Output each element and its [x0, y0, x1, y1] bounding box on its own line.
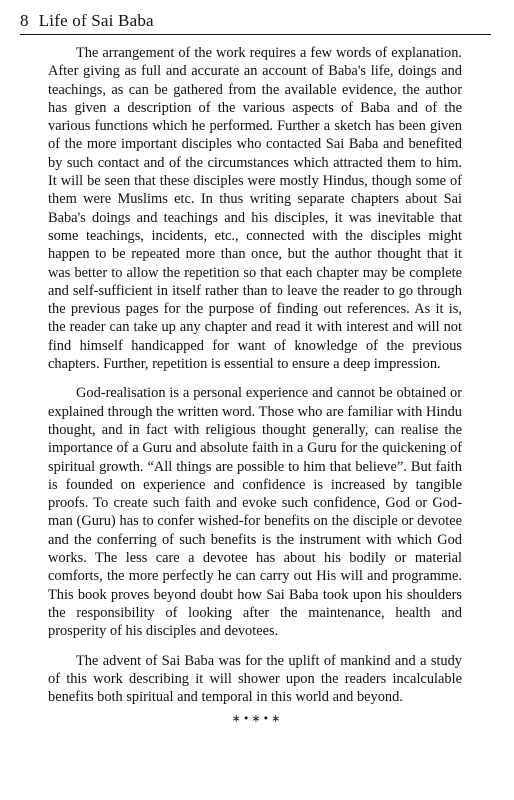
body-text: [48, 44, 462, 717]
paragraph-advent: The advent of Sai Baba was for the uplift of mankind and a study of this work describing it will shower upon the readers incalculable benefits both spiritual and temporal in this world and beyond.: [48, 652, 462, 706]
fleuron-divider-icon: ∗•∗•∗: [231, 712, 283, 725]
running-head: [20, 8, 494, 34]
paragraph-arrangement: The arrangement of the work requires a few words of explanation. After giving as full and accurate an account of Baba's life, doings and teachings, as can be gathered from the available evidence, the author has given a description of the various aspects of Baba and of the various functions which he performed. Further a sketch has been given of the more important disciples who contacted Sai Baba and benefited by such contact and of the circumstances which attracted them to him. It will be seen that these disciples were mostly Hindus, though some of them were Muslims etc. In thus writing separate chapters about Sai Baba's doings and teachings and his disciples, it was inevitable that some teachings, incidents, etc., connected with the disciples might happen to be repeated more than once, but the author thought that it was better to allow the repetition so that each chapter may be complete and self-sufficient in itself rather than to leave the reader to go through the previous pages for the purpose of finding out references. As it is, the reader can take up any chapter and read it with interest and will not find himself handicapped for want of knowledge of the previous chapters. Further, repetition is essential to ensure a deep impression.: [48, 45, 462, 373]
paragraph-god-realisation: God-realisation is a personal experience and cannot be obtained or explained through the written word. Those who are familiar with Hindu thought, and in fact with religious thought generally, can realise the importance of a Guru and absolute faith in a Guru for the quickening of spiritual growth. “All things are possible to him that believe”. But faith is founded on experience and confidence is increased by tangible proofs. To create such faith and evoke such confidence, God or God-man (Guru) has to confer wished-for benefits on the disciple or devotee and the conferring of such benefits is the instrument with which God works. The less care a devotee has about his bodily or material comforts, the more perfectly he can carry out His will and programme. This book proves beyond doubt how Sai Baba took upon his shoulders the responsibility of looking after the maintenance, health and prosperity of his disciples and devotees.: [48, 385, 462, 640]
running-title: Life of Sai Baba: [38, 11, 154, 30]
page-number: 8: [20, 11, 29, 30]
header-rule: [20, 34, 491, 35]
